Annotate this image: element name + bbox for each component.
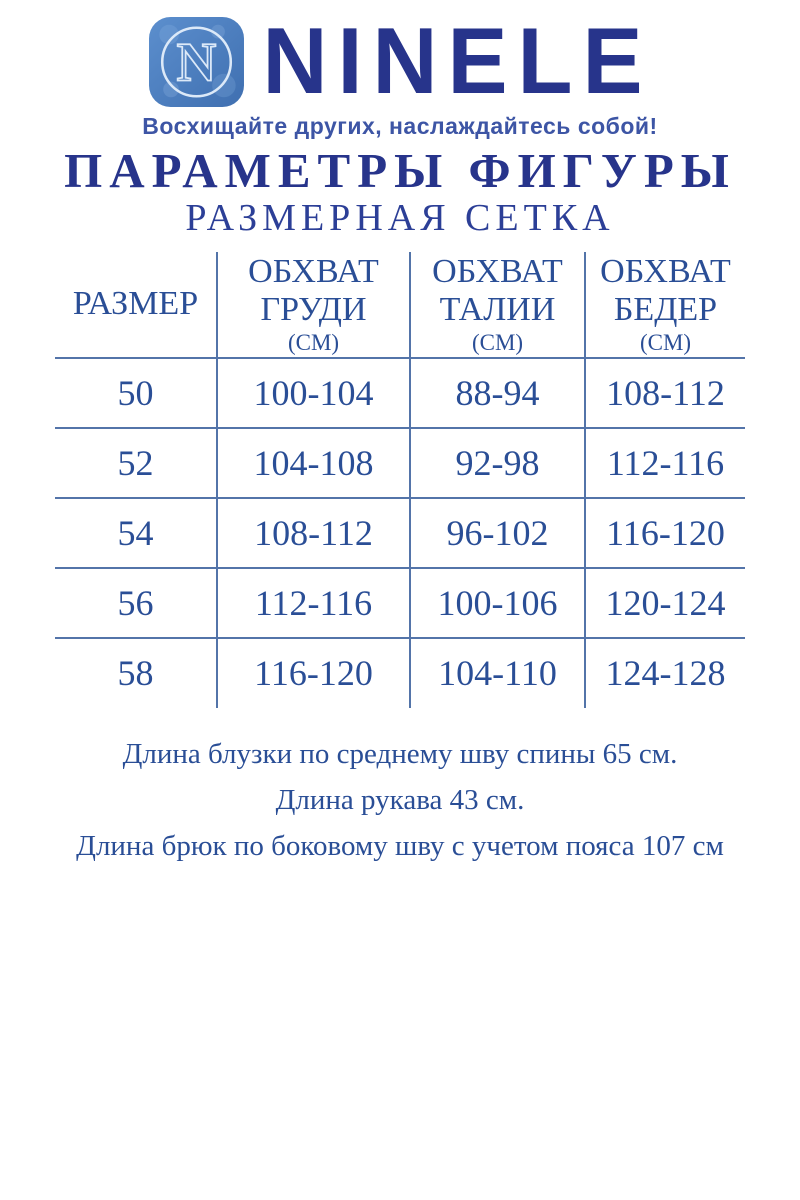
- table-row: [55, 358, 745, 428]
- measurement-value: 100-106: [410, 568, 585, 638]
- measurement-value: 116-120: [217, 638, 410, 708]
- table-row: [55, 498, 745, 568]
- size-table-body: [55, 358, 745, 708]
- column-unit: (СМ): [471, 330, 524, 356]
- brand-tagline: Восхищайте других, наслаждайтесь собой!: [142, 113, 658, 139]
- measurement-value: 124-128: [585, 638, 745, 708]
- measurement-value: 100-104: [217, 358, 410, 428]
- size-grid-header: [55, 252, 745, 358]
- measurement-notes: [0, 737, 800, 862]
- measurement-value: 116-120: [585, 498, 745, 568]
- measurement-value: 96-102: [410, 498, 585, 568]
- column-label: ОБХВАТ БЕДЕР: [600, 252, 731, 329]
- logo-letter-n: N: [177, 31, 217, 93]
- measurement-value: 104-110: [410, 638, 585, 708]
- size-value: 52: [55, 428, 217, 498]
- measurement-value: 104-108: [217, 428, 410, 498]
- measurement-value: 88-94: [410, 358, 585, 428]
- column-label: ОБХВАТ ГРУДИ: [248, 252, 379, 329]
- size-grid-table: [55, 252, 745, 708]
- measurement-value: 108-112: [585, 358, 745, 428]
- column-header-bust: [217, 252, 410, 358]
- size-value: 54: [55, 498, 217, 568]
- note-trouser-length: Длина брюк по боковому шву с учетом пояса 107 см: [76, 829, 724, 862]
- brand-wordmark: NINELE: [262, 10, 653, 115]
- column-header-waist: [410, 252, 585, 358]
- column-header-size: [55, 252, 217, 358]
- header-row: [55, 252, 745, 358]
- measurement-value: 92-98: [410, 428, 585, 498]
- page-subtitle: РАЗМЕРНАЯ СЕТКА: [185, 197, 615, 239]
- page-title: ПАРАМЕТРЫ ФИГУРЫ: [64, 143, 736, 198]
- note-blouse-length: Длина блузки по среднему шву спины 65 см.: [122, 737, 678, 770]
- column-label: ОБХВАТ ТАЛИИ: [432, 252, 563, 329]
- measurement-value: 112-116: [217, 568, 410, 638]
- note-sleeve-length: Длина рукава 43 см.: [275, 783, 525, 816]
- measurement-value: 120-124: [585, 568, 745, 638]
- column-label: РАЗМЕР: [72, 284, 199, 322]
- column-unit: (СМ): [287, 330, 340, 356]
- column-unit: (СМ): [639, 330, 692, 356]
- size-value: 58: [55, 638, 217, 708]
- ninele-logo-icon: [147, 15, 246, 109]
- table-row: [55, 568, 745, 638]
- measurement-value: 112-116: [585, 428, 745, 498]
- brand-header: [0, 10, 800, 115]
- measurement-value: 108-112: [217, 498, 410, 568]
- table-row: [55, 638, 745, 708]
- table-row: [55, 428, 745, 498]
- size-value: 56: [55, 568, 217, 638]
- column-header-hips: [585, 252, 745, 358]
- size-value: 50: [55, 358, 217, 428]
